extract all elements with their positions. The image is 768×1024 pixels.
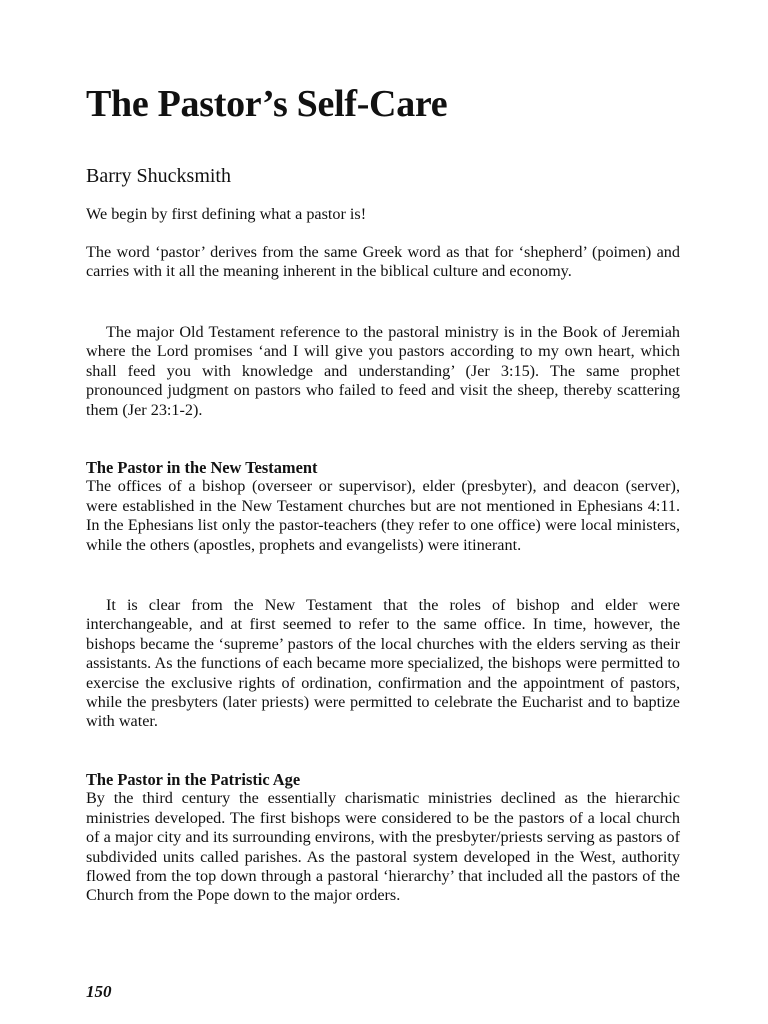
paragraph-third-century: By the third century the essentially charismatic ministries declined as the hierarchic ministries developed. The first bishops were considered to be the pastors of a local church of a major city and its surrounding environs, with the presbyter/priests serving as pastors of subdivided units called parishes. As the pastoral system developed in the West, authority flowed from the top down through a pastoral ‘hierarchy’ that included all the pastors of the Church from the Pope down to the major orders. xyxy=(86,789,680,905)
section-patristic-age xyxy=(86,770,680,906)
paragraph-offices: The offices of a bishop (overseer or supervisor), elder (presbyter), and deacon (server), were established in the New Testament churches but are not mentioned in Ephesians 4:11. In the Ephesians list only the pastor-teachers (they refer to one office) were local ministers, while the others (apostles, prophets and evangelists) were itinerant. xyxy=(86,477,680,554)
article-title: The Pastor’s Self-Care xyxy=(86,83,448,125)
intro-sentence: We begin by first defining what a pastor is! xyxy=(86,205,367,223)
page-number: 150 xyxy=(86,982,112,1001)
section-new-testament xyxy=(86,458,680,555)
section-heading: The Pastor in the New Testament xyxy=(86,458,318,477)
document-page xyxy=(86,0,680,1024)
paragraph-old-testament: The major Old Testament reference to the pastoral ministry is in the Book of Jeremiah where the Lord promises ‘and I will give you pastors according to my own heart, which shall feed you with knowledge and understanding’ (Jer 3:15). The same prophet pronounced judgment on pastors who failed to feed and visit the sheep, thereby scattering them (Jer 23:1-2). xyxy=(86,323,680,419)
author-name: Barry Shucksmith xyxy=(86,165,231,187)
paragraph-word-pastor: The word ‘pastor’ derives from the same Greek word as that for ‘shepherd’ (poimen) and carries with it all the meaning inherent in the biblical culture and economy. xyxy=(86,243,680,281)
paragraph-bishop-elder: It is clear from the New Testament that the roles of bishop and elder were interchangeable, and at first seemed to refer to the same office. In time, however, the bishops became the ‘supreme’ pastors of the local churches with the elders serving as their assistants. As the functions of each became more specialized, the bishops were permitted to exercise the exclusive rights of ordination, confirmation and the appointment of pastors, while the presbyters (later priests) were permitted to celebrate the Eucharist and to baptize with water. xyxy=(86,596,680,731)
section-heading: The Pastor in the Patristic Age xyxy=(86,770,301,789)
